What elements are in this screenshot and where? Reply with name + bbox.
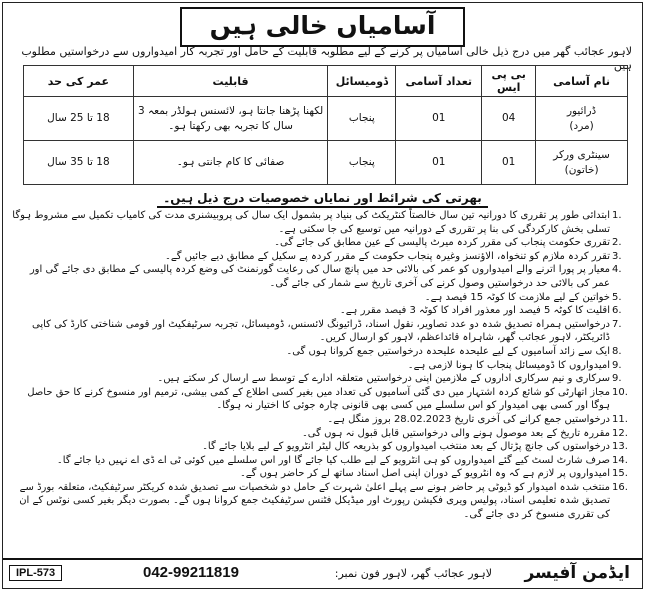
footer <box>3 558 642 588</box>
footer-address: لاہور عجائب گھر، لاہور فون نمبر: <box>334 567 492 580</box>
condition-number: 10. <box>612 386 628 398</box>
condition-text: اقلیت کا کوٹہ 5 فیصد اور معذور افراد کا کوٹہ 3 فیصد مقرر ہے۔ <box>339 305 610 317</box>
condition-text: درخواستوں کی جانچ پڑتال کے بعد منتخب امیدواروں کو بذریعہ کال لیٹر انٹرویو کے لیے بلایا جائے گا۔ <box>202 441 610 453</box>
condition-number: 1. <box>612 210 622 221</box>
table-row <box>24 141 628 185</box>
condition-text: ابتدائی طور پر تقرری کا دورانیہ تین سال خالصتاً کنٹریکٹ کی بنیاد پر بشمول ایک سال کی پروبیشنری مدت کی کامیاب تکمیل سے مشروط ہوگا تسلی بخش کارکردگی کی بنا پر تقرری کے دورانیہ میں توسیع کی جا سکتی ہے۔ <box>12 210 610 235</box>
condition-item <box>11 386 636 413</box>
conditions-title: بھرتی کی شرائط اور نمایاں خصوصیات درج ذیل ہیں۔ <box>157 191 488 208</box>
cell-qualification: صفائی کا کام جانتی ہو۔ <box>133 141 328 185</box>
cell-age-limit: 18 تا 25 سال <box>24 97 134 141</box>
condition-number: 6. <box>612 305 622 317</box>
condition-item <box>11 209 636 236</box>
post-gender-note: (خاتون) <box>564 163 599 176</box>
condition-text: مقررہ تاریخ کے بعد موصول ہونے والی درخواستیں قابل قبول نہ ہوں گی۔ <box>301 427 610 439</box>
condition-text: سرکاری و نیم سرکاری اداروں کے ملازمین اپنی درخواستیں متعلقہ ادارے کے توسط سے ارسال کر سکتے ہیں۔ <box>157 373 610 385</box>
header-qualification: قابلیت <box>133 66 328 97</box>
condition-text: مجاز اتھارٹی کو شائع کردہ اشتہار میں دی گئی آسامیوں کی تعداد میں بغیر کسی اطلاع کے کمی بیشی، ترمیم اور منسوخ کرنے کا حق حاصل ہوگا اور کسی بھی امیدوار کو اس سلسلے میں کسی بھی قانونی چارہ جوئی کا اختیار نہ ہوگا۔ <box>27 386 610 412</box>
condition-number: 9. <box>612 373 622 385</box>
cell-qualification: لکھنا پڑھنا جانتا ہو، لائسنس ہولڈر بمعہ 3 سال کا تجربہ بھی رکھتا ہو۔ <box>133 97 328 141</box>
condition-item <box>11 359 636 373</box>
condition-text: امیدواروں پر لازم ہے کہ وہ انٹرویو کے دوران اپنی اصل اسناد ساتھ لے کر حاضر ہوں گے۔ <box>239 468 610 480</box>
condition-item <box>11 345 636 359</box>
condition-item <box>11 454 636 468</box>
header-domicile: ڈومیسائل <box>328 66 396 97</box>
condition-item <box>11 372 636 386</box>
cell-bps: 04 <box>482 97 536 141</box>
condition-number: 13. <box>612 441 628 453</box>
condition-item <box>11 440 636 454</box>
condition-item <box>11 291 636 305</box>
header-post-name: نام آسامی <box>536 66 628 97</box>
condition-item <box>11 481 636 522</box>
condition-item <box>11 467 636 481</box>
condition-text: تقرری حکومت پنجاب کی مقرر کردہ میرٹ پالیسی کے عین مطابق کی جائے گی۔ <box>274 237 610 249</box>
condition-number: 3. <box>612 250 622 262</box>
condition-item <box>11 263 636 290</box>
condition-text: معیار پر پورا اترنے والے امیدواروں کو عمر کی بالائی حد میں پانچ سال کی رعایت گورنمنٹ کی وضع کردہ پالیسی کے مطابق دی جائے گی اور عمر کی بالائی حد درخواستیں وصول کرنے کی آخری تاریخ سے شمار کی جائے گی۔ <box>29 264 610 289</box>
condition-text: صرف شارٹ لسٹ کیے گئے امیدواروں کو ہی انٹرویو کے لیے طلب کیا جائے گا اور اس سلسلے میں کوئی ٹی اے ڈی اے نہیں دیا جائے گا۔ <box>56 454 610 466</box>
condition-text: خواتین کے لیے ملازمت کا کوٹہ 15 فیصد ہے۔ <box>424 291 610 303</box>
header-post-count: تعداد آسامی <box>396 66 482 97</box>
title-wrap <box>3 7 642 47</box>
condition-text: تقرر کردہ ملازم کو تنخواہ، الاؤنسز وغیرہ پنجاب حکومت کے مقرر کردہ پے سکیل کے مطابق دیے جائیں گے۔ <box>165 250 610 262</box>
table-header-row <box>24 66 628 97</box>
condition-number: 9. <box>612 359 622 371</box>
condition-text: امیدواروں کا ڈومیسائل پنجاب کا ہونا لازمی ہے۔ <box>407 359 610 371</box>
condition-item <box>11 427 636 441</box>
header-bps: بی پی ایس <box>482 66 536 97</box>
condition-text: درخواستیں ہمراہ تصدیق شدہ دو عدد تصاویر، نقول اسناد، ڈرائیونگ لائسنس، ڈومیسائل، تجربہ سرٹیفکیٹ اور قومی شناختی کارڈ کی کاپی ڈائریکٹر، لاہور عجائب گھر، شاہراہ قائداعظم، لاہور کو ارسال کریں۔ <box>32 318 610 344</box>
posts-table <box>23 65 628 185</box>
conditions-header <box>3 187 642 208</box>
cell-domicile: پنجاب <box>328 97 396 141</box>
table-row <box>24 97 628 141</box>
cell-post-count: 01 <box>396 97 482 141</box>
condition-text: ایک سے زائد آسامیوں کے لیے علیحدہ علیحدہ درخواستیں جمع کروانا ہوں گی۔ <box>286 345 610 357</box>
condition-number: 4. <box>612 264 622 276</box>
condition-item <box>11 318 636 345</box>
condition-item <box>11 304 636 318</box>
condition-item <box>11 236 636 250</box>
post-title: ڈرائیور <box>566 104 597 117</box>
intro-text: لاہور عجائب گھر میں درج ذیل خالی آسامیاں پر کرنے کے لیے مطلوبہ قابلیت کے حامل اور تجربہ کار امیدواروں سے درخواستیں مطلوب ہیں <box>21 45 632 72</box>
condition-number: 5. <box>612 291 622 303</box>
page-title: آسامیاں خالی ہیں <box>180 7 466 47</box>
post-gender-note: (مرد) <box>569 119 594 132</box>
post-title: سینٹری ورکر <box>553 148 610 161</box>
cell-domicile: پنجاب <box>328 141 396 185</box>
condition-number: 2. <box>612 237 622 249</box>
ipl-code: IPL-573 <box>9 565 62 581</box>
condition-number: 11. <box>612 413 628 425</box>
condition-text: منتخب شدہ امیدوار کو ڈیوٹی پر حاضر ہونے سے پہلے اعلیٰ شہرت کے حامل دو شخصیات سے تصدیق شدہ کریکٹر سرٹیفکیٹ، متعلقہ بورڈ سے تصدیق شدہ تعلیمی اسناد، پولیس ویری فکیشن رپورٹ اور میڈیکل فٹنس سرٹیفکیٹ جمع کروانا ہوں گے۔ بصورت دیگر بغیر کسی نوٹس کے ان کی تقرری منسوخ کر دی جائے گی۔ <box>19 481 610 521</box>
phone-number: 042-99211819 <box>143 564 239 581</box>
condition-number: 12. <box>612 427 628 439</box>
header-age-limit: عمر کی حد <box>24 66 134 97</box>
advertisement-page <box>2 2 643 589</box>
admin-officer: ایڈمن آفیسر <box>524 563 630 583</box>
cell-post-count: 01 <box>396 141 482 185</box>
cell-post-name <box>536 97 628 141</box>
condition-item <box>11 413 636 427</box>
condition-number: 15. <box>612 468 628 480</box>
condition-number: 8. <box>612 345 622 357</box>
condition-number: 16. <box>612 481 628 493</box>
cell-post-name <box>536 141 628 185</box>
conditions-list <box>11 209 636 522</box>
cell-bps: 01 <box>482 141 536 185</box>
condition-number: 7. <box>612 318 622 330</box>
condition-number: 14. <box>612 454 628 466</box>
condition-item <box>11 250 636 264</box>
cell-age-limit: 18 تا 35 سال <box>24 141 134 185</box>
condition-text: درخواستیں جمع کرانے کی آخری تاریخ 28.02.2023 بروز منگل ہے۔ <box>327 413 610 425</box>
